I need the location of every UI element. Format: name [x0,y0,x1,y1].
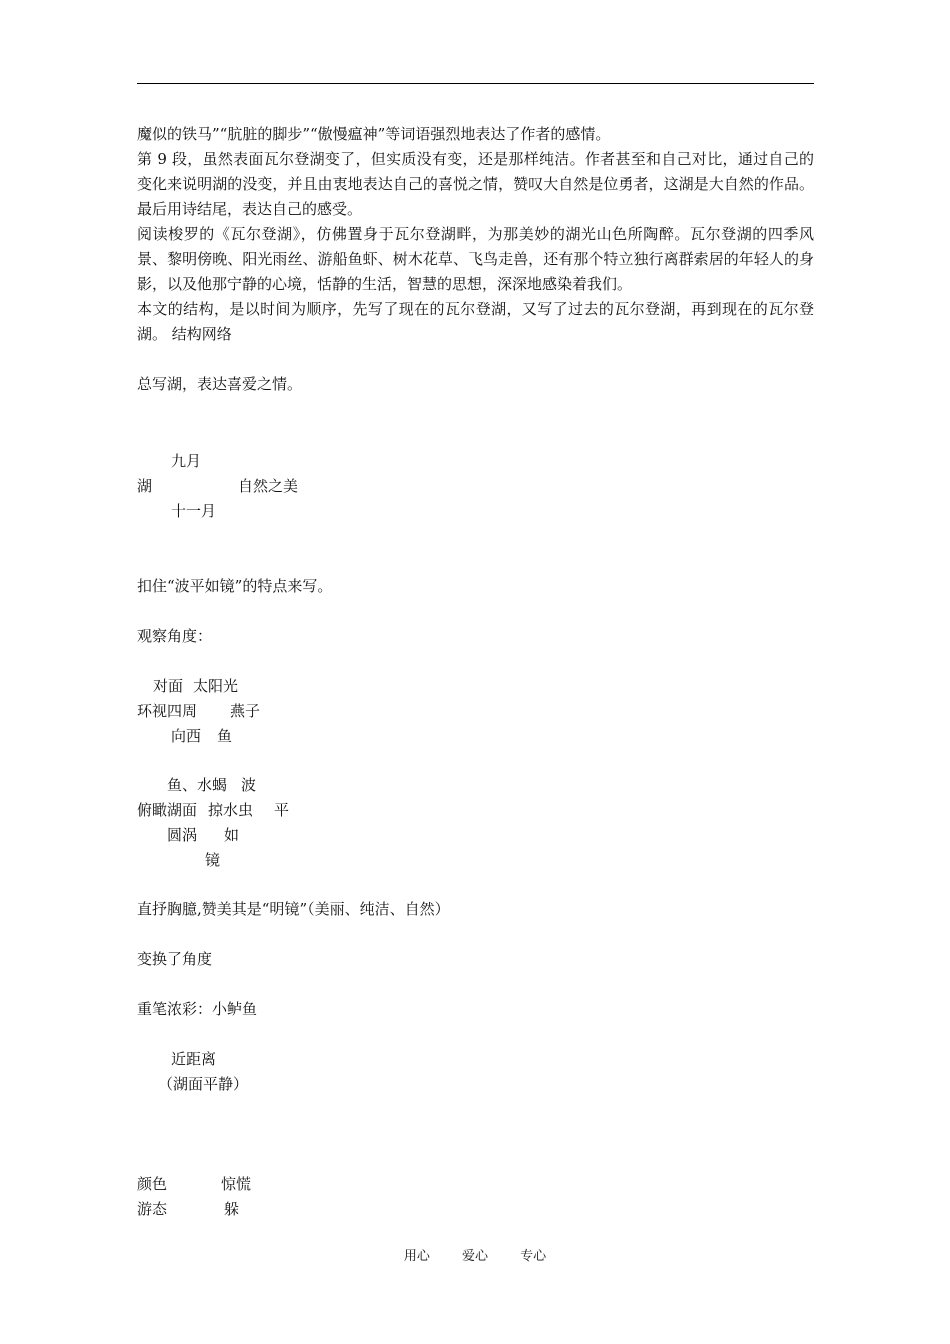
header-rule [137,83,814,84]
outline-praise: 直抒胸臆,赞美其是“明镜”（美丽、纯洁、自然） [137,900,450,918]
outline-change-angle: 变换了角度 [137,950,213,968]
outline-calm-surface: （湖面平静） [158,1075,249,1093]
footer-text-2: 爱心 [461,1249,488,1264]
outline-fish: 鱼 [217,727,233,745]
outline-panic: 惊慌 [221,1175,252,1193]
paragraph-1: 魔似的铁马”“肮脏的脚步”“傲慢瘟神”等词语强烈地表达了作者的感情。 [137,125,611,143]
outline-nature-beauty: 自然之美 [238,477,299,495]
outline-summary: 总写湖，表达喜爱之情。 [137,375,303,393]
outline-like: 如 [224,826,240,844]
paragraph-3: 阅读梭罗的《瓦尔登湖》，仿佛置身于瓦尔登湖畔，为那美妙的湖光山色所陶醉。瓦尔登湖的四季风景、黎明傍晚、阳光雨丝、游船鱼虾、树木花草、飞鸟走兽，还有那个特立独行离群索居的年轻人的身影，以及他那宁静的心境，恬静的生活，智慧的思想，深深地感染着我们。 [137,225,814,293]
outline-angle-label: 观察角度： [137,627,213,645]
outline-flat: 平 [274,801,290,819]
outline-color: 颜色 [137,1175,168,1193]
outline-september: 九月 [171,452,202,470]
page-footer [0,1247,950,1267]
outline-look-around: 环视四周 [137,702,198,720]
footer-text-3: 专心 [520,1249,547,1264]
outline-overlook: 俯瞰湖面 [137,801,198,819]
outline-mirror-point: 扣住“波平如镜”的特点来写。 [137,577,333,595]
outline-opposite: 对面 [153,677,184,695]
outline-west: 向西 [171,727,202,745]
outline-lake: 湖 [137,477,153,495]
outline-water-bug: 掠水虫 [208,801,254,819]
paragraph-4: 本文的结构，是以时间为顺序，先写了现在的瓦尔登湖，又写了过去的瓦尔登湖，再到现在的瓦尔登湖。 结构网络 [137,300,814,343]
outline-hide: 躲 [224,1200,240,1218]
outline-heavy-stroke: 重笔浓彩：小鲈鱼 [137,1000,258,1018]
outline-swim-state: 游态 [137,1200,168,1218]
outline-fish-scorpion: 鱼、水蝎 [167,776,228,794]
outline-mirror: 镜 [205,851,221,869]
outline-wave: 波 [241,776,257,794]
paragraph-2: 第 9 段，虽然表面瓦尔登湖变了，但实质没有变，还是那样纯洁。作者甚至和自己对比，通过自己的变化来说明湖的没变，并且由衷地表达自己的喜悦之情，赞叹大自然是位勇者，这湖是大自然的作品。最后用诗结尾，表达自己的感受。 [137,150,814,218]
outline-sunlight: 太阳光 [193,677,239,695]
outline-swallow: 燕子 [230,702,261,720]
outline-close-range: 近距离 [171,1050,217,1068]
footer-text-1: 用心 [403,1249,430,1264]
outline-november: 十一月 [171,502,217,520]
outline-ripple: 圆涡 [167,826,198,844]
